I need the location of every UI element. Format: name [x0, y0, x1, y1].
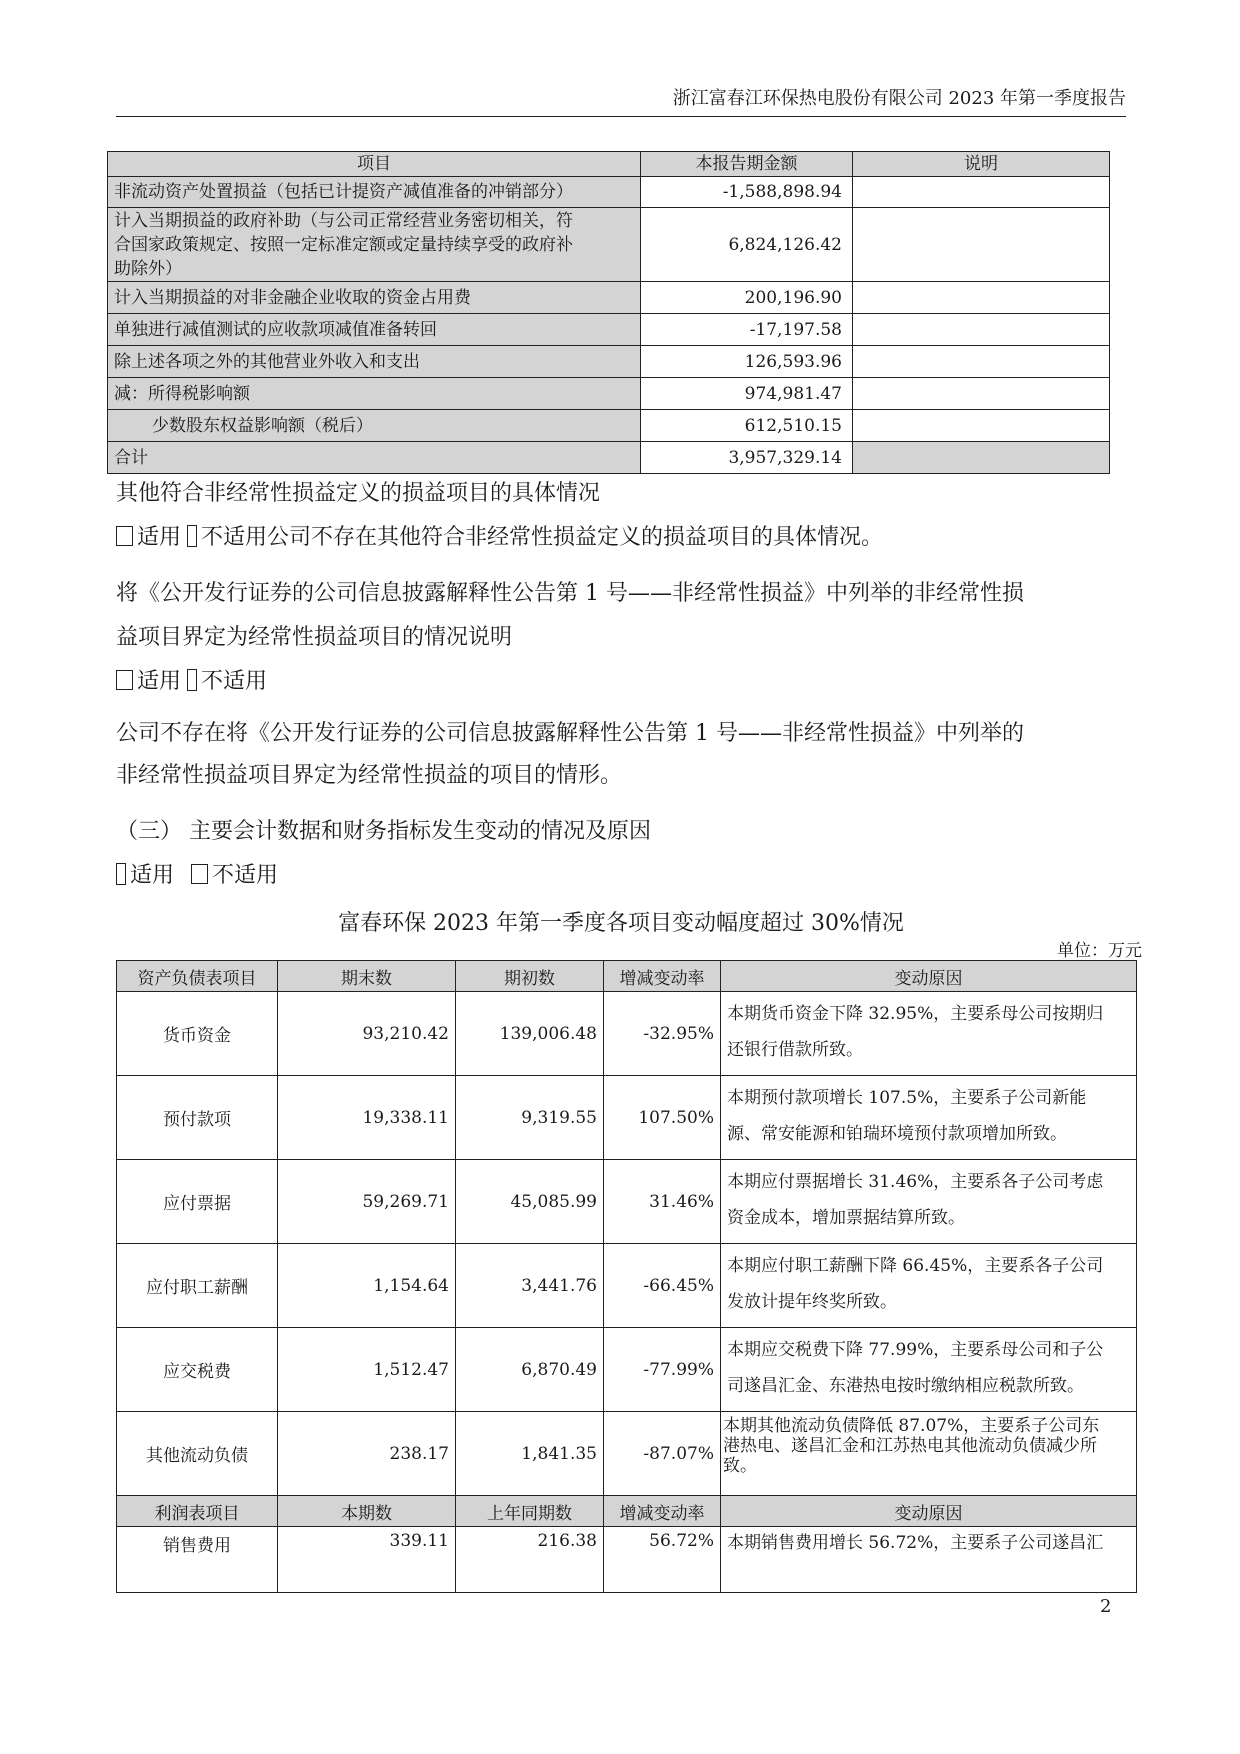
table-row — [108, 314, 1110, 346]
end-value-cell: 238.17 — [278, 1412, 456, 1496]
applicable-label: 适用 — [137, 525, 182, 550]
section-text: 公司不存在将《公开发行证券的公司信息披露解释性公告第 1 号——非经常性损益》中列举的 — [116, 721, 1024, 746]
item-cell: 应交税费 — [117, 1328, 278, 1412]
column-header: 说明 — [853, 152, 1110, 177]
begin-value-cell: 216.38 — [456, 1527, 604, 1593]
amount-cell: 974,981.47 — [641, 378, 853, 410]
column-header: 增减变动率 — [604, 1496, 721, 1527]
reason-line: 致。 — [723, 1456, 757, 1476]
table-row — [117, 992, 1137, 1076]
end-value-cell: 93,210.42 — [278, 992, 456, 1076]
amount-cell: 6,824,126.42 — [641, 208, 853, 282]
item-line: 计入当期损益的政府补助（与公司正常经营业务密切相关，符 — [114, 210, 573, 231]
reason-cell — [721, 1328, 1137, 1412]
reason-cell — [721, 1412, 1137, 1496]
reason-cell — [721, 1160, 1137, 1244]
begin-value-cell: 3,441.76 — [456, 1244, 604, 1328]
reason-line: 本期应付票据增长 31.46%，主要系各子公司考虑 — [727, 1172, 1104, 1192]
table-row — [117, 1527, 1137, 1593]
section-text: 益项目界定为经常性损益项目的情况说明 — [116, 625, 513, 650]
not-applicable-label: 不适用 — [201, 669, 268, 694]
item-cell: 除上述各项之外的其他营业外收入和支出 — [108, 346, 641, 378]
section-text: 非经常性损益项目界定为经常性损益的项目的情形。 — [116, 763, 623, 788]
column-header: 上年同期数 — [456, 1496, 604, 1527]
item-cell: 应付票据 — [117, 1160, 278, 1244]
amount-cell: 200,196.90 — [641, 282, 853, 314]
end-value-cell: 19,338.11 — [278, 1076, 456, 1160]
section-text: 其他符合非经常性损益定义的损益项目的具体情况 — [116, 481, 601, 506]
checkbox-icon — [191, 864, 208, 884]
table-row — [108, 346, 1110, 378]
note-cell — [853, 378, 1110, 410]
table-caption: 富春环保 2023 年第一季度各项目变动幅度超过 30%情况 — [338, 911, 904, 936]
column-header: 变动原因 — [721, 1496, 1137, 1527]
checkbox-icon — [116, 526, 133, 546]
reason-cell — [721, 1076, 1137, 1160]
reason-line: 本期应交税费下降 77.99%，主要系母公司和子公 — [727, 1340, 1104, 1360]
amount-cell: 612,510.15 — [641, 410, 853, 442]
reason-line: 源、常安能源和铂瑞环境预付款项增加所致。 — [727, 1124, 1067, 1144]
rate-cell: 56.72% — [604, 1527, 721, 1593]
amount-cell: -17,197.58 — [641, 314, 853, 346]
column-header: 利润表项目 — [117, 1496, 278, 1527]
not-applicable-label: 不适用 — [212, 863, 279, 888]
note-cell — [853, 442, 1110, 474]
table-row — [117, 1244, 1137, 1328]
table-row — [117, 1328, 1137, 1412]
note-cell — [853, 410, 1110, 442]
item-line: 合国家政策规定、按照一定标准定额或定量持续享受的政府补 — [114, 234, 573, 255]
non-recurring-gains-table — [107, 151, 1110, 474]
table-row — [117, 1412, 1137, 1496]
end-value-cell: 339.11 — [278, 1527, 456, 1593]
not-applicable-label: 不适用公司不存在其他符合非经常性损益定义的损益项目的具体情况。 — [201, 525, 884, 550]
table-header-row — [108, 152, 1110, 177]
note-cell — [853, 208, 1110, 282]
rate-cell: 31.46% — [604, 1160, 721, 1244]
item-cell: 单独进行减值测试的应收款项减值准备转回 — [108, 314, 641, 346]
table-row — [117, 1160, 1137, 1244]
item-cell: 销售费用 — [117, 1527, 278, 1593]
reason-line: 港热电、遂昌汇金和江苏热电其他流动负债减少所 — [723, 1436, 1097, 1456]
column-header: 增减变动率 — [604, 961, 721, 992]
table-row — [117, 1076, 1137, 1160]
reason-cell: 本期销售费用增长 56.72%，主要系子公司遂昌汇 — [721, 1527, 1137, 1593]
begin-value-cell: 139,006.48 — [456, 992, 604, 1076]
rate-cell: -32.95% — [604, 992, 721, 1076]
column-header: 期初数 — [456, 961, 604, 992]
end-value-cell: 1,154.64 — [278, 1244, 456, 1328]
item-cell: 少数股东权益影响额（税后） — [108, 410, 641, 442]
table-subheader-row — [117, 1496, 1137, 1527]
note-cell — [853, 177, 1110, 208]
checkbox-icon — [116, 670, 133, 690]
column-header: 资产负债表项目 — [117, 961, 278, 992]
table-row — [108, 208, 1110, 282]
reason-line: 本期货币资金下降 32.95%，主要系母公司按期归 — [727, 1004, 1104, 1024]
applicability-line — [116, 668, 267, 696]
column-header: 本报告期金额 — [641, 152, 853, 177]
column-header: 项目 — [108, 152, 641, 177]
reason-cell — [721, 1244, 1137, 1328]
begin-value-cell: 6,870.49 — [456, 1328, 604, 1412]
begin-value-cell: 9,319.55 — [456, 1076, 604, 1160]
item-cell: 应付职工薪酬 — [117, 1244, 278, 1328]
amount-cell: 3,957,329.14 — [641, 442, 853, 474]
item-cell: 预付款项 — [117, 1076, 278, 1160]
column-header: 期末数 — [278, 961, 456, 992]
rate-cell: -66.45% — [604, 1244, 721, 1328]
reason-cell — [721, 992, 1137, 1076]
page-number: 2 — [1100, 1596, 1112, 1617]
page-header: 浙江富春江环保热电股份有限公司 2023 年第一季度报告 — [116, 84, 1126, 117]
reason-line: 司遂昌汇金、东港热电按时缴纳相应税款所致。 — [727, 1376, 1084, 1396]
table-row — [108, 378, 1110, 410]
reason-line: 本期其他流动负债降低 87.07%，主要系子公司东 — [723, 1416, 1100, 1436]
item-cell: 其他流动负债 — [117, 1412, 278, 1496]
item-cell: 减：所得税影响额 — [108, 378, 641, 410]
amount-cell: -1,588,898.94 — [641, 177, 853, 208]
table-header-row — [117, 961, 1137, 992]
item-cell — [108, 208, 641, 282]
rate-cell: -87.07% — [604, 1412, 721, 1496]
applicable-label: 适用 — [137, 669, 182, 694]
item-cell: 非流动资产处置损益（包括已计提资产减值准备的冲销部分） — [108, 177, 641, 208]
end-value-cell: 1,512.47 — [278, 1328, 456, 1412]
checkbox-icon — [187, 525, 197, 547]
change-analysis-table — [116, 960, 1137, 1593]
item-cell: 合计 — [108, 442, 641, 474]
begin-value-cell: 45,085.99 — [456, 1160, 604, 1244]
item-cell: 货币资金 — [117, 992, 278, 1076]
note-cell — [853, 282, 1110, 314]
end-value-cell: 59,269.71 — [278, 1160, 456, 1244]
reason-line: 本期应付职工薪酬下降 66.45%，主要系各子公司 — [727, 1256, 1104, 1276]
applicability-line — [116, 524, 883, 552]
item-line: 助除外） — [114, 258, 182, 279]
reason-line: 资金成本，增加票据结算所致。 — [727, 1208, 965, 1228]
amount-cell: 126,593.96 — [641, 346, 853, 378]
reason-line: 本期预付款项增长 107.5%，主要系子公司新能 — [727, 1088, 1087, 1108]
item-cell: 计入当期损益的对非金融企业收取的资金占用费 — [108, 282, 641, 314]
checkbox-icon — [187, 669, 197, 691]
begin-value-cell: 1,841.35 — [456, 1412, 604, 1496]
reason-line: 还银行借款所致。 — [727, 1040, 863, 1060]
checkbox-icon — [116, 863, 126, 885]
applicable-label: 适用 — [130, 863, 175, 888]
table-row — [108, 410, 1110, 442]
column-header: 变动原因 — [721, 961, 1137, 992]
section-heading: （三） 主要会计数据和财务指标发生变动的情况及原因 — [116, 819, 651, 844]
note-cell — [853, 346, 1110, 378]
column-header: 本期数 — [278, 1496, 456, 1527]
unit-label: 单位：万元 — [1057, 941, 1142, 961]
table-row — [108, 282, 1110, 314]
applicability-line — [116, 862, 278, 890]
total-row — [108, 442, 1110, 474]
rate-cell: 107.50% — [604, 1076, 721, 1160]
reason-line: 发放计提年终奖所致。 — [727, 1292, 897, 1312]
table-row — [108, 177, 1110, 208]
note-cell — [853, 314, 1110, 346]
section-text: 将《公开发行证券的公司信息披露解释性公告第 1 号——非经常性损益》中列举的非经常性损 — [116, 581, 1024, 606]
rate-cell: -77.99% — [604, 1328, 721, 1412]
